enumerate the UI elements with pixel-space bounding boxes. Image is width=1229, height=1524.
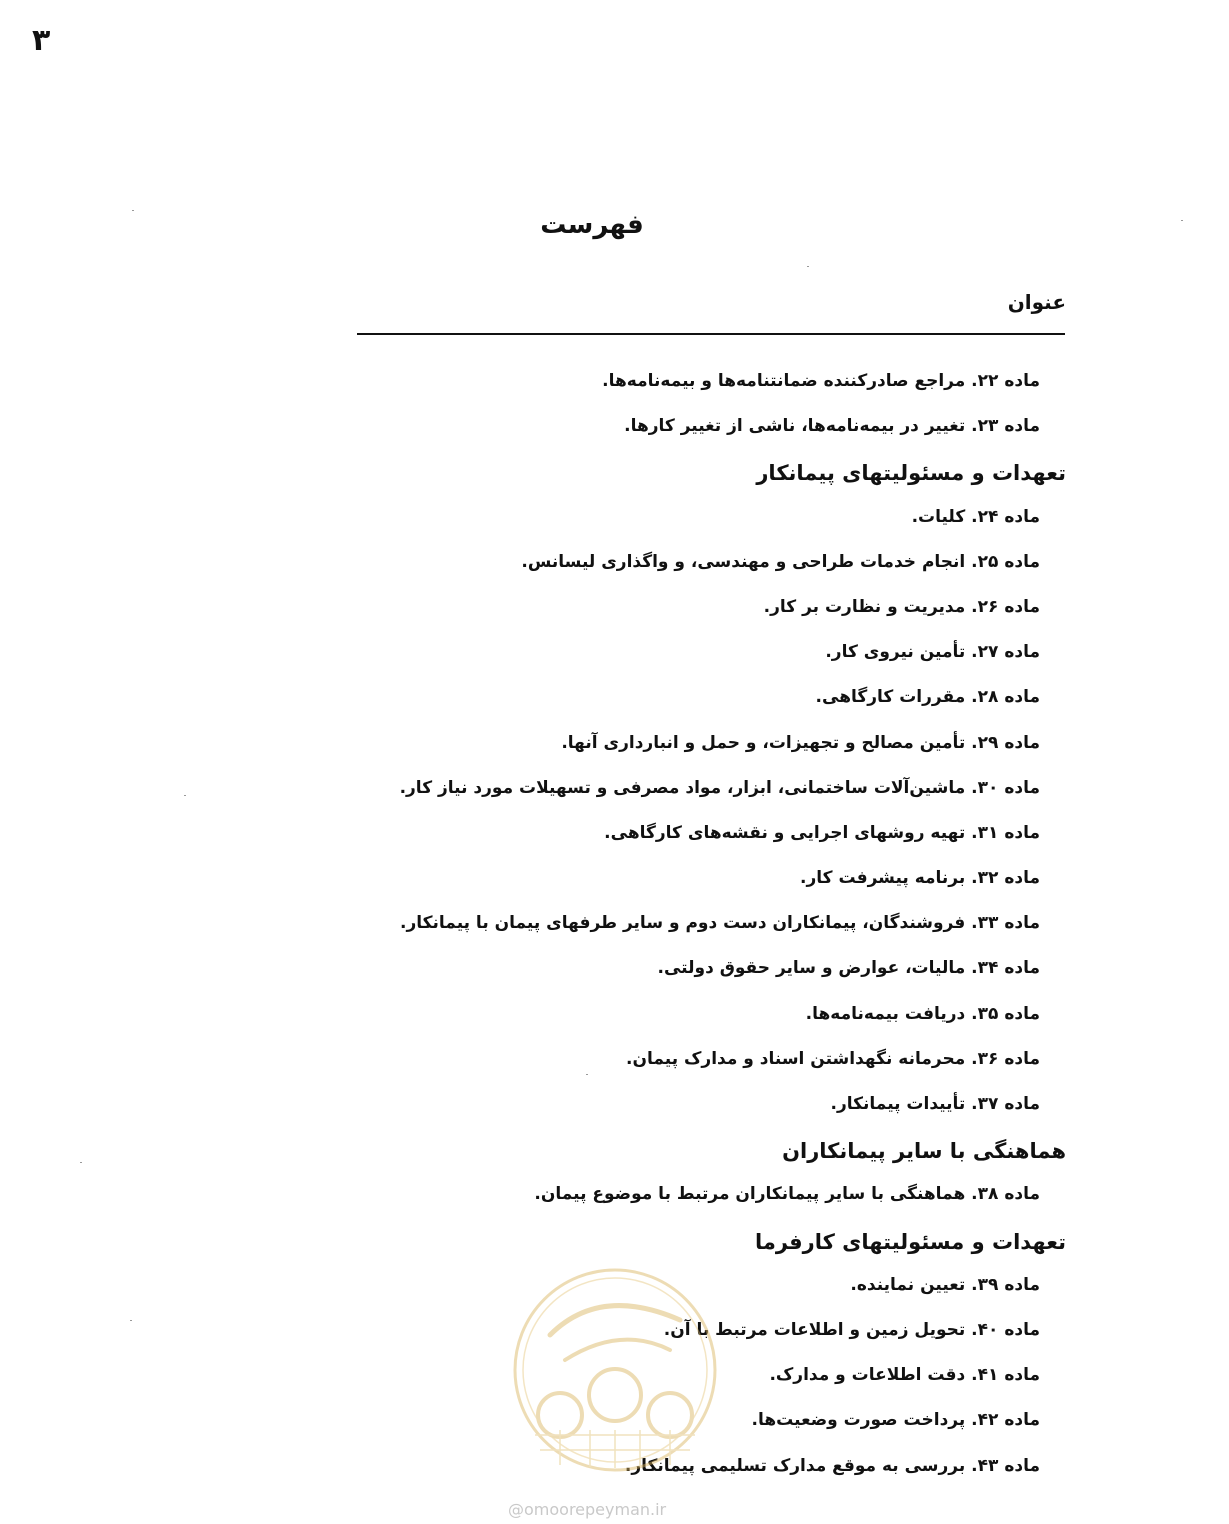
toc-entry: ماده ۴۳. بررسی به موقع مدارک تسلیمی پیمانکار. <box>624 1455 1040 1476</box>
toc-entry: ماده ۳۵. دریافت بیمه‌نامه‌ها. <box>805 1003 1040 1024</box>
toc-section-heading: تعهدات و مسئولیتهای کارفرما <box>754 1229 1066 1254</box>
toc-entry: ماده ۲۹. تأمین مصالح و تجهیزات، و حمل و انبارداری آنها. <box>561 732 1040 753</box>
toc-entry: ماده ۳۰. ماشین‌آلات ساختمانی، ابزار، مواد مصرفی و تسهیلات مورد نیاز کار. <box>399 777 1040 798</box>
toc-entry: ماده ۲۸. مقررات کارگاهی. <box>815 687 1040 708</box>
toc-entry: ماده ۳۹. تعیین نماینده. <box>850 1274 1040 1295</box>
toc-entry: ماده ۲۷. تأمین نیروی کار. <box>825 642 1040 663</box>
toc-entry: ماده ۲۴. کلیات. <box>911 506 1040 527</box>
toc-section-heading: هماهنگی با سایر پیمانکاران <box>782 1139 1066 1164</box>
toc-entry: ماده ۲۵. انجام خدمات طراحی و مهندسی، و واگذاری لیسانس. <box>521 551 1040 572</box>
toc-entry: ماده ۲۳. تغییر در بیمه‌نامه‌ها، ناشی از تغییر کارها. <box>624 416 1040 437</box>
toc-entry: ماده ۳۴. مالیات، عوارض و سایر حقوق دولتی. <box>657 958 1040 979</box>
toc-entry: ماده ۳۸. هماهنگی با سایر پیمانکاران مرتبط با موضوع پیمان. <box>534 1184 1040 1205</box>
toc-entry: ماده ۳۲. برنامه پیشرفت کار. <box>800 868 1040 889</box>
page-number: ۳ <box>32 23 51 58</box>
toc-entry: ماده ۴۲. پرداخت صورت وضعیت‌ها. <box>751 1410 1040 1431</box>
page-title: فهرست <box>540 210 644 240</box>
toc-entry: ماده ۳۷. تأییدات پیمانکار. <box>830 1094 1040 1114</box>
toc-entry: ماده ۳۶. محرمانه نگهداشتن اسناد و مدارک پیمان. <box>626 1048 1040 1069</box>
header-divider <box>357 333 1065 335</box>
toc-section-heading: تعهدات و مسئولیتهای پیمانکار <box>756 461 1066 486</box>
watermark-logo-icon <box>490 1265 740 1475</box>
toc-entry: ماده ۳۱. تهیه روشهای اجرایی و نقشه‌های کارگاهی. <box>604 822 1040 843</box>
toc-entry: ماده ۴۱. دقت اطلاعات و مدارک. <box>769 1365 1040 1386</box>
toc-entry: ماده ۲۲. مراجع صادرکننده ضمانتنامه‌ها و بیمه‌نامه‌ها. <box>602 371 1040 391</box>
toc-entry: ماده ۴۰. تحویل زمین و اطلاعات مرتبط با آن. <box>663 1319 1040 1340</box>
column-header: عنوان <box>1007 290 1066 314</box>
toc-entry: ماده ۲۶. مدیریت و نظارت بر کار. <box>763 596 1040 617</box>
toc-entry: ماده ۳۳. فروشندگان، پیمانکاران دست دوم و سایر طرفهای پیمان با پیمانکار. <box>400 913 1040 934</box>
watermark-url: @omoorepeyman.ir <box>508 1500 667 1519</box>
